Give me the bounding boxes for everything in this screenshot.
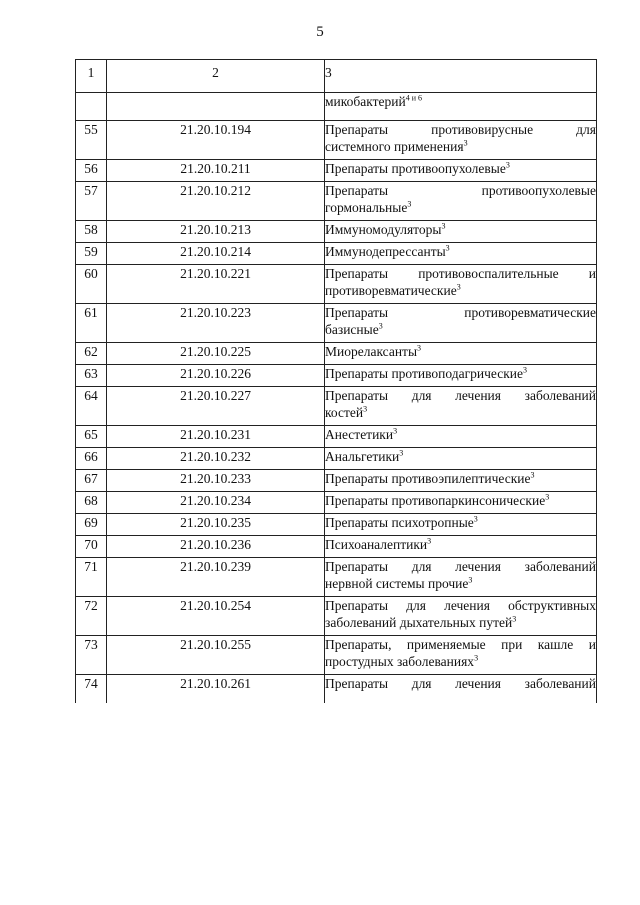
footnote-mark: 3: [530, 470, 535, 480]
footnote-mark: 3: [545, 492, 550, 502]
name-word: Препараты: [325, 305, 389, 320]
table-row: [76, 182, 597, 221]
name-word: и: [588, 637, 596, 652]
row-name-cell: [325, 558, 597, 597]
name-line-2: [325, 614, 596, 631]
row-number-cell: 56: [76, 160, 107, 182]
row-name-cell: [325, 365, 597, 387]
row-name-cell: [325, 675, 597, 704]
row-name-cell: [325, 387, 597, 426]
row-code-cell: 21.20.10.236: [107, 536, 325, 558]
row-name-cell: [325, 182, 597, 221]
row-code-cell: [107, 93, 325, 121]
row-number-cell: 68: [76, 492, 107, 514]
row-code-cell: 21.20.10.211: [107, 160, 325, 182]
name-text: микобактерий: [325, 94, 406, 109]
table-row: [76, 121, 597, 160]
footnote-mark: 3: [393, 426, 398, 436]
row-number-cell: 63: [76, 365, 107, 387]
row-code-cell: 21.20.10.226: [107, 365, 325, 387]
table-row: [76, 558, 597, 597]
row-code-cell: 21.20.10.214: [107, 243, 325, 265]
name-line-2: [325, 282, 596, 299]
name-line-2: [325, 199, 596, 216]
row-number-cell: 66: [76, 448, 107, 470]
row-number-cell: 55: [76, 121, 107, 160]
row-number-cell: 70: [76, 536, 107, 558]
row-code-cell: 21.20.10.225: [107, 343, 325, 365]
row-number-cell: 74: [76, 675, 107, 704]
row-name-cell: [325, 470, 597, 492]
row-name-cell: [325, 121, 597, 160]
row-code-cell: 21.20.10.221: [107, 265, 325, 304]
name-word: Препараты: [325, 266, 389, 281]
table-row: [76, 636, 597, 675]
table-row: [76, 387, 597, 426]
page-number: 5: [316, 24, 324, 40]
row-code-cell: 21.20.10.227: [107, 387, 325, 426]
name-line-2: [325, 321, 596, 338]
name-word: для: [411, 559, 432, 574]
name-line-1: [325, 304, 596, 321]
row-name-cell: [325, 343, 597, 365]
name-word: Препараты: [325, 388, 389, 403]
row-number-cell: 58: [76, 221, 107, 243]
row-number-cell: 73: [76, 636, 107, 675]
name-word: Препараты: [325, 559, 389, 574]
footnote-mark: 3: [407, 199, 412, 209]
name-word: и: [588, 266, 596, 281]
name-word: обструктивных: [508, 598, 596, 613]
table-row: [76, 243, 597, 265]
name-line-1: [325, 597, 596, 614]
table-row: [76, 514, 597, 536]
footnote-mark: 3: [456, 282, 461, 292]
row-number-cell: 57: [76, 182, 107, 221]
table-header-row: [76, 60, 597, 93]
row-number-cell: 64: [76, 387, 107, 426]
name-text: Психоаналептики: [325, 537, 428, 552]
table-row: [76, 675, 597, 704]
row-name-cell: [325, 93, 597, 121]
name-text: Иммунодепрессанты: [325, 244, 446, 259]
row-code-cell: 21.20.10.255: [107, 636, 325, 675]
name-word: лечения: [455, 388, 501, 403]
footnote-mark: 3: [378, 321, 383, 331]
name-word: Препараты: [325, 183, 389, 198]
row-name-cell: [325, 597, 597, 636]
name-line-2: [325, 404, 596, 421]
name-text: Препараты противоопухолевые: [325, 161, 506, 176]
table-row: [76, 597, 597, 636]
name-line-1: [325, 675, 596, 692]
document-table: [75, 59, 597, 703]
table-row: [76, 426, 597, 448]
row-name-cell: [325, 448, 597, 470]
row-number-cell: 69: [76, 514, 107, 536]
row-code-cell: 21.20.10.254: [107, 597, 325, 636]
row-code-cell: 21.20.10.213: [107, 221, 325, 243]
name-word: для: [411, 676, 432, 691]
name-line-2: [325, 575, 596, 592]
name-text: Препараты противоэпилептические: [325, 471, 531, 486]
table-row: [76, 221, 597, 243]
table-row: [76, 470, 597, 492]
footnote-mark: 3: [463, 138, 468, 148]
row-code-cell: 21.20.10.212: [107, 182, 325, 221]
name-text: Препараты противопаркинсонические: [325, 493, 546, 508]
header-col-1: 1: [76, 60, 107, 93]
footnote-mark: 3: [399, 448, 404, 458]
name-text: системного применения: [325, 139, 464, 154]
name-word: заболеваний: [524, 559, 596, 574]
name-word: противоопухолевые: [481, 183, 596, 198]
row-name-cell: [325, 243, 597, 265]
name-word: для: [411, 388, 432, 403]
table-row: [76, 343, 597, 365]
row-name-cell: [325, 636, 597, 675]
table-row: [76, 365, 597, 387]
header-col-2: 2: [107, 60, 325, 93]
table-row: [76, 265, 597, 304]
row-code-cell: 21.20.10.231: [107, 426, 325, 448]
name-text: простудных заболеваниях: [325, 654, 475, 669]
name-word: противоревматические: [464, 305, 596, 320]
table-row: [76, 448, 597, 470]
footnote-mark: 3: [523, 365, 527, 375]
row-name-cell: [325, 265, 597, 304]
row-number-cell: 60: [76, 265, 107, 304]
row-code-cell: 21.20.10.234: [107, 492, 325, 514]
table-row: [76, 492, 597, 514]
footnote-mark: 3: [468, 575, 473, 585]
footnote-mark: 4 и 6: [405, 93, 423, 103]
name-word: для: [576, 122, 596, 137]
name-text: базисные: [325, 322, 379, 337]
name-line-1: [325, 636, 596, 653]
header-col-3: 3: [325, 60, 597, 93]
name-line-1: [325, 558, 596, 575]
row-number-cell: 67: [76, 470, 107, 492]
name-word: при: [501, 637, 523, 652]
name-word: противовирусные: [431, 122, 534, 137]
name-line-2: [325, 653, 596, 670]
table-row: [76, 304, 597, 343]
footnote-mark: 3: [363, 404, 368, 414]
row-number-cell: 71: [76, 558, 107, 597]
name-text: заболеваний дыхательных путей: [325, 615, 513, 630]
row-name-cell: [325, 160, 597, 182]
continuation-row: [76, 93, 597, 121]
name-word: Препараты: [325, 598, 389, 613]
name-text: Препараты психотропные: [325, 515, 474, 530]
name-word: Препараты,: [325, 637, 392, 652]
name-text: гормональные: [325, 200, 408, 215]
name-word: кашле: [537, 637, 574, 652]
name-text: Анестетики: [325, 427, 394, 442]
footnote-mark: 3: [474, 653, 479, 663]
row-number-cell: 65: [76, 426, 107, 448]
row-code-cell: 21.20.10.239: [107, 558, 325, 597]
name-word: лечения: [455, 676, 501, 691]
row-code-cell: 21.20.10.261: [107, 675, 325, 704]
footnote-mark: 3: [417, 343, 422, 353]
name-line-1: [325, 265, 596, 282]
row-name-cell: [325, 426, 597, 448]
name-word: лечения: [444, 598, 490, 613]
name-word: противовоспалительные: [418, 266, 559, 281]
name-text: Препараты противоподагрические: [325, 366, 523, 381]
footnote-mark: 3: [512, 614, 517, 624]
row-code-cell: 21.20.10.235: [107, 514, 325, 536]
name-line-1: [325, 182, 596, 199]
name-text: противоревматические: [325, 283, 457, 298]
row-name-cell: [325, 221, 597, 243]
name-line-1: [325, 121, 596, 138]
footnote-mark: 3: [473, 514, 478, 524]
footnote-mark: 3: [427, 536, 432, 546]
name-text: костей: [325, 405, 364, 420]
footnote-mark: 3: [441, 221, 446, 231]
row-number-cell: [76, 93, 107, 121]
row-code-cell: 21.20.10.223: [107, 304, 325, 343]
footnote-mark: 3: [505, 160, 510, 170]
row-number-cell: 62: [76, 343, 107, 365]
row-number-cell: 72: [76, 597, 107, 636]
name-line-1: [325, 387, 596, 404]
name-text: Иммуномодуляторы: [325, 222, 442, 237]
row-name-cell: [325, 304, 597, 343]
row-code-cell: 21.20.10.232: [107, 448, 325, 470]
name-word: применяемые: [406, 637, 486, 652]
name-word: лечения: [455, 559, 501, 574]
row-name-cell: [325, 514, 597, 536]
name-word: Препараты: [325, 122, 389, 137]
name-line-2: [325, 138, 596, 155]
footnote-mark: 3: [445, 243, 450, 253]
name-text: Миорелаксанты: [325, 344, 418, 359]
row-code-cell: 21.20.10.233: [107, 470, 325, 492]
name-word: заболеваний: [524, 388, 596, 403]
row-number-cell: 61: [76, 304, 107, 343]
row-name-cell: [325, 536, 597, 558]
name-word: заболеваний: [524, 676, 596, 691]
name-text: нервной системы прочие: [325, 576, 469, 591]
row-number-cell: 59: [76, 243, 107, 265]
row-name-cell: [325, 492, 597, 514]
name-text: Анальгетики: [325, 449, 400, 464]
table-row: [76, 160, 597, 182]
name-word: для: [406, 598, 427, 613]
name-word: Препараты: [325, 676, 389, 691]
row-code-cell: 21.20.10.194: [107, 121, 325, 160]
table-row: [76, 536, 597, 558]
